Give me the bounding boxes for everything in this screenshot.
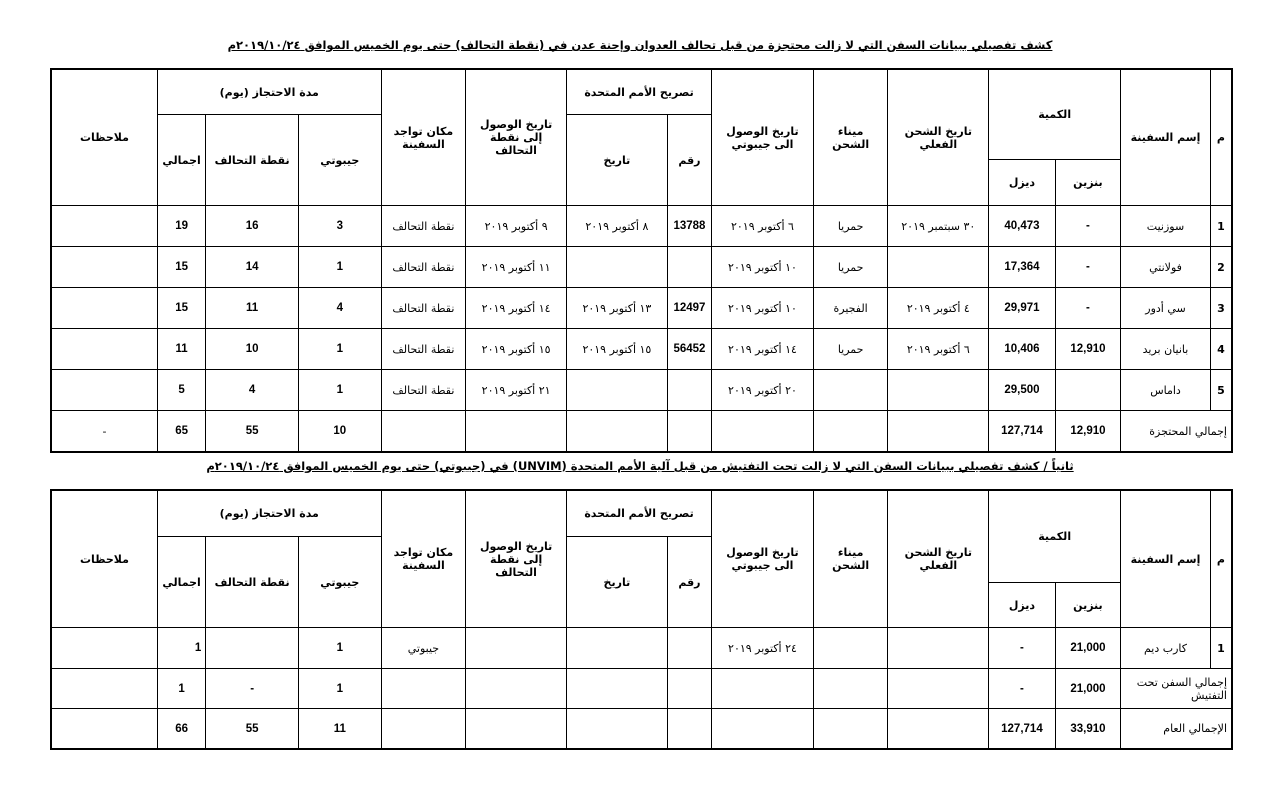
shipping-port: حمريا <box>813 206 888 247</box>
total-notes: - <box>52 411 158 452</box>
col-detention-coalition: نقطة التحالف <box>206 537 299 628</box>
shipping-date: ٦ أكتوبر ٢٠١٩ <box>888 329 989 370</box>
diesel-qty: 29,971 <box>989 288 1056 329</box>
total-petrol: 12,910 <box>1055 411 1120 452</box>
total-label: إجمالي السفن تحت التفتيش <box>1121 669 1232 709</box>
table-row <box>52 329 1232 370</box>
col-un-permit: تصريح الأمم المتحدة <box>567 491 712 537</box>
days-djibouti: 1 <box>298 247 381 288</box>
col-petrol: بنزين <box>1055 583 1120 628</box>
notes <box>52 247 158 288</box>
col-arrival-djibouti: تاريخ الوصول الى جيبوتي <box>712 70 814 206</box>
row-number: 1 <box>1210 206 1231 247</box>
grand-total-petrol: 33,910 <box>1055 709 1120 749</box>
shipping-date <box>888 628 989 669</box>
days-coalition: 14 <box>206 247 299 288</box>
permit-date: ١٥ أكتوبر ٢٠١٩ <box>567 329 668 370</box>
arrival-coalition: ٢١ أكتوبر ٢٠١٩ <box>466 370 567 411</box>
shipping-date: ٤ أكتوبر ٢٠١٩ <box>888 288 989 329</box>
days-total: 11 <box>157 329 205 370</box>
col-shipping-port: ميناء الشحن <box>813 491 888 628</box>
total-row <box>52 669 1232 709</box>
days-coalition: 10 <box>206 329 299 370</box>
total-petrol: 21,000 <box>1055 669 1120 709</box>
permit-number <box>667 370 711 411</box>
ship-name: بانيان بريد <box>1121 329 1211 370</box>
permit-number: 12497 <box>667 288 711 329</box>
col-m: م <box>1210 70 1231 206</box>
col-diesel: ديزل <box>989 160 1056 206</box>
col-detention-total: اجمالي <box>157 537 205 628</box>
col-ship-location: مكان تواجد السفينة <box>381 70 466 206</box>
arrival-djibouti: ١٤ أكتوبر ٢٠١٩ <box>712 329 814 370</box>
days-coalition: 4 <box>206 370 299 411</box>
days-coalition <box>206 628 299 669</box>
shipping-date <box>888 370 989 411</box>
days-coalition: 11 <box>206 288 299 329</box>
grand-total-diesel: 127,714 <box>989 709 1056 749</box>
col-ship-name: إسم السفينة <box>1121 491 1211 628</box>
days-total: 15 <box>157 288 205 329</box>
arrival-djibouti: ١٠ أكتوبر ٢٠١٩ <box>712 247 814 288</box>
col-arrival-djibouti: تاريخ الوصول الى جيبوتي <box>712 491 814 628</box>
total-row <box>52 411 1232 452</box>
petrol-qty: - <box>1055 288 1120 329</box>
inspection-ships-table <box>51 490 1232 749</box>
permit-date: ٨ أكتوبر ٢٠١٩ <box>567 206 668 247</box>
days-djibouti: 1 <box>298 329 381 370</box>
col-arrival-coalition: تاريخ الوصول إلى نقطة التحالف <box>466 491 567 628</box>
arrival-coalition: ٩ أكتوبر ٢٠١٩ <box>466 206 567 247</box>
arrival-coalition: ١٥ أكتوبر ٢٠١٩ <box>466 329 567 370</box>
shipping-port <box>813 370 888 411</box>
arrival-coalition <box>466 628 567 669</box>
table-row <box>52 206 1232 247</box>
shipping-port <box>813 628 888 669</box>
col-ship-location: مكان تواجد السفينة <box>381 491 466 628</box>
total-notes <box>52 669 158 709</box>
grand-total-days: 66 <box>157 709 205 749</box>
detained-ships-table <box>51 69 1232 452</box>
days-total: 19 <box>157 206 205 247</box>
diesel-qty: - <box>989 628 1056 669</box>
ship-name: كارب ديم <box>1121 628 1211 669</box>
permit-number: 56452 <box>667 329 711 370</box>
col-permit-number: رقم <box>667 537 711 628</box>
days-coalition: 16 <box>206 206 299 247</box>
petrol-qty: 21,000 <box>1055 628 1120 669</box>
diesel-qty: 29,500 <box>989 370 1056 411</box>
total-label: إجمالي المحتجزة <box>1121 411 1232 452</box>
arrival-djibouti: ١٠ أكتوبر ٢٠١٩ <box>712 288 814 329</box>
table-row <box>52 628 1232 669</box>
col-arrival-coalition: تاريخ الوصول إلى نقطة التحالف <box>466 70 567 206</box>
ship-location: نقطة التحالف <box>381 329 466 370</box>
ship-name: داماس <box>1121 370 1211 411</box>
diesel-qty: 17,364 <box>989 247 1056 288</box>
col-permit-number: رقم <box>667 115 711 206</box>
total-diesel: 127,714 <box>989 411 1056 452</box>
grand-total-label: الإجمالي العام <box>1121 709 1232 749</box>
days-djibouti: 3 <box>298 206 381 247</box>
col-petrol: بنزين <box>1055 160 1120 206</box>
document-title-1: كشف تفصيلي ببيانات السفن التي لا زالت محتجزة من قبل تحالف العدوان وإحنة عدن في (نقطة التحالف) حتى يوم الخميس الموافق ٢٠١٩/١٠/٢٤م <box>227 38 1053 52</box>
grand-total-row <box>52 709 1232 749</box>
ship-location: نقطة التحالف <box>381 370 466 411</box>
table-row <box>52 370 1232 411</box>
ship-location: جيبوتي <box>381 628 466 669</box>
permit-number: 13788 <box>667 206 711 247</box>
ship-name: فولانتي <box>1121 247 1211 288</box>
total-days-djibouti: 10 <box>298 411 381 452</box>
col-detention-total: اجمالي <box>157 115 205 206</box>
row-number: 4 <box>1210 329 1231 370</box>
total-days: 1 <box>157 669 205 709</box>
permit-number <box>667 247 711 288</box>
notes <box>52 288 158 329</box>
petrol-qty <box>1055 370 1120 411</box>
col-ship-name: إسم السفينة <box>1121 70 1211 206</box>
ship-location: نقطة التحالف <box>381 247 466 288</box>
notes <box>52 329 158 370</box>
shipping-port: حمريا <box>813 329 888 370</box>
permit-number <box>667 628 711 669</box>
table-row <box>52 247 1232 288</box>
days-djibouti: 1 <box>298 370 381 411</box>
grand-total-days-djibouti: 11 <box>298 709 381 749</box>
col-detention-period: مدة الاحتجاز (يوم) <box>157 491 381 537</box>
row-number: 1 <box>1210 628 1231 669</box>
col-detention-coalition: نقطة التحالف <box>206 115 299 206</box>
grand-total-notes <box>52 709 158 749</box>
row-number: 3 <box>1210 288 1231 329</box>
col-permit-date: تاريخ <box>567 537 668 628</box>
document-title-2: ثانياً / كشف تفصيلي ببيانات السفن التي لا زالت تحت التفتيش من قبل آلية الأمم المتحدة (UNVIM) في (جيبوتي) حتى يوم الخميس الموافق ٢٠١٩/١٠/٢٤م <box>206 459 1074 473</box>
notes <box>52 206 158 247</box>
col-shipping-date: تاريخ الشحن الفعلي <box>888 491 989 628</box>
total-diesel: - <box>989 669 1056 709</box>
permit-date <box>567 247 668 288</box>
grand-total-days-coalition: 55 <box>206 709 299 749</box>
col-quantity: الكمية <box>989 491 1121 583</box>
col-quantity: الكمية <box>989 70 1121 160</box>
permit-date: ١٣ أكتوبر ٢٠١٩ <box>567 288 668 329</box>
total-days-djibouti: 1 <box>298 669 381 709</box>
arrival-djibouti: ٦ أكتوبر ٢٠١٩ <box>712 206 814 247</box>
diesel-qty: 40,473 <box>989 206 1056 247</box>
petrol-qty: 12,910 <box>1055 329 1120 370</box>
ship-location: نقطة التحالف <box>381 288 466 329</box>
ship-location: نقطة التحالف <box>381 206 466 247</box>
row-number: 5 <box>1210 370 1231 411</box>
diesel-qty: 10,406 <box>989 329 1056 370</box>
col-shipping-date: تاريخ الشحن الفعلي <box>888 70 989 206</box>
arrival-djibouti: ٢٠ أكتوبر ٢٠١٩ <box>712 370 814 411</box>
col-diesel: ديزل <box>989 583 1056 628</box>
col-un-permit: تصريح الأمم المتحدة <box>567 70 712 115</box>
arrival-djibouti: ٢٤ أكتوبر ٢٠١٩ <box>712 628 814 669</box>
row-number: 2 <box>1210 247 1231 288</box>
col-detention-djibouti: جيبوتي <box>298 115 381 206</box>
days-total: 5 <box>157 370 205 411</box>
arrival-coalition: ١٤ أكتوبر ٢٠١٩ <box>466 288 567 329</box>
days-djibouti: 4 <box>298 288 381 329</box>
days-djibouti: 1 <box>298 628 381 669</box>
petrol-qty: - <box>1055 206 1120 247</box>
ship-name: سوزنيت <box>1121 206 1211 247</box>
total-days-coalition: - <box>206 669 299 709</box>
petrol-qty: - <box>1055 247 1120 288</box>
col-m: م <box>1210 491 1231 628</box>
days-total: 1 <box>157 628 205 669</box>
col-detention-period: مدة الاحتجاز (يوم) <box>157 70 381 115</box>
shipping-port: الفجيرة <box>813 288 888 329</box>
table-row <box>52 288 1232 329</box>
col-notes: ملاحظات <box>52 491 158 628</box>
shipping-date: ٣٠ سبتمبر ٢٠١٩ <box>888 206 989 247</box>
days-total: 15 <box>157 247 205 288</box>
total-days-coalition: 55 <box>206 411 299 452</box>
shipping-date <box>888 247 989 288</box>
col-shipping-port: ميناء الشحن <box>813 70 888 206</box>
permit-date <box>567 370 668 411</box>
arrival-coalition: ١١ أكتوبر ٢٠١٩ <box>466 247 567 288</box>
col-permit-date: تاريخ <box>567 115 668 206</box>
shipping-port: حمريا <box>813 247 888 288</box>
col-detention-djibouti: جيبوتي <box>298 537 381 628</box>
notes <box>52 370 158 411</box>
ship-name: سي أدور <box>1121 288 1211 329</box>
notes <box>52 628 158 669</box>
permit-date <box>567 628 668 669</box>
total-days: 65 <box>157 411 205 452</box>
col-notes: ملاحظات <box>52 70 158 206</box>
